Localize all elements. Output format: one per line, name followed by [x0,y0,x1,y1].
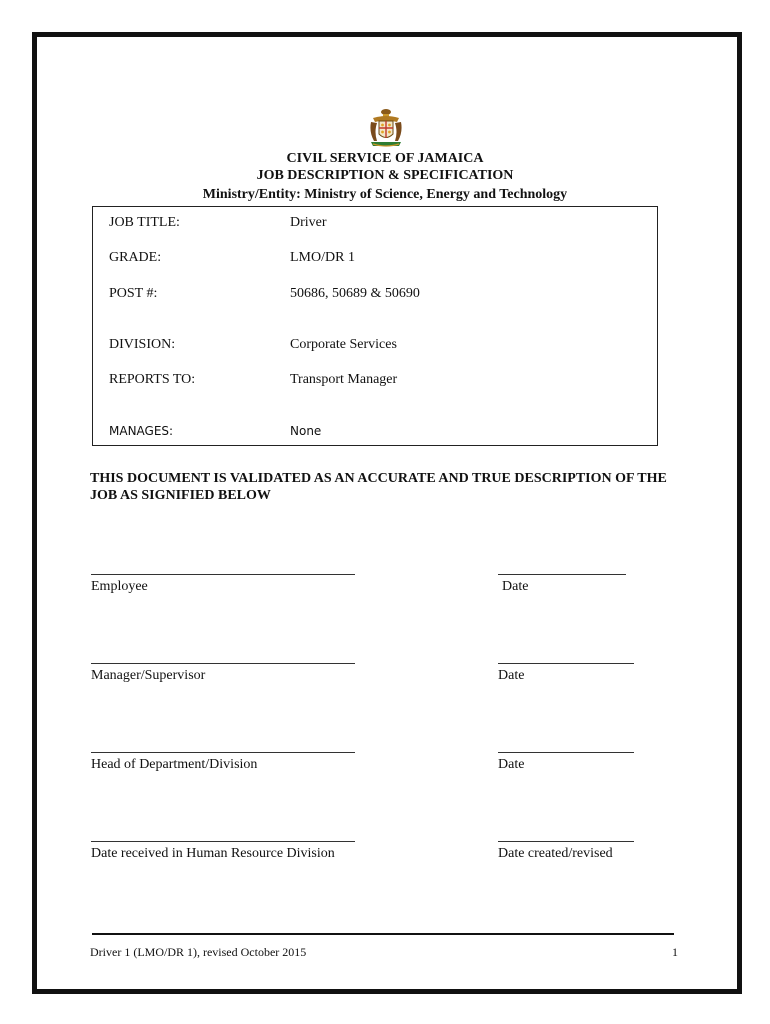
reports-to-value: Transport Manager [290,372,398,387]
page-number: 1 [672,945,678,959]
head-date-line [498,752,634,753]
division-value: Corporate Services [290,337,397,352]
head-date-label: Date [498,757,525,772]
manages-label: MANAGES: [109,424,174,438]
document-title: CIVIL SERVICE OF JAMAICA [286,151,484,166]
validation-statement: THIS DOCUMENT IS VALIDATED AS AN ACCURATE AND TRUE DESCRIPTION OF THE JOB AS SIGNIFIED BELOW [90,471,667,503]
job-title-label: JOB TITLE: [109,215,180,230]
head-signature-line [91,752,355,753]
head-label: Head of Department/Division [91,757,258,772]
employee-label: Employee [91,579,148,594]
job-info-table [92,206,658,446]
manages-value: None [290,424,322,438]
manager-date-line [498,663,634,664]
document-subtitle: JOB DESCRIPTION & SPECIFICATION [256,168,514,183]
post-label: POST #: [109,286,158,301]
jamaica-coat-of-arms-icon [367,108,405,148]
manager-date-label: Date [498,668,525,683]
ministry-line: Ministry/Entity: Ministry of Science, Energy and Technology [202,187,568,202]
employee-date-line [498,574,626,575]
manager-signature-line [91,663,355,664]
division-label: DIVISION: [109,337,176,352]
footer-text: Driver 1 (LMO/DR 1), revised October 2015 [90,945,307,959]
reports-to-label: REPORTS TO: [109,372,196,387]
hr-received-label: Date received in Human Resource Division [91,846,335,861]
job-title-value: Driver [290,215,327,230]
created-revised-label: Date created/revised [498,846,613,861]
created-revised-line [498,841,634,842]
manager-label: Manager/Supervisor [91,668,206,683]
grade-value: LMO/DR 1 [290,250,355,265]
hr-received-line [91,841,355,842]
employee-signature-line [91,574,355,575]
post-value: 50686, 50689 & 50690 [290,286,420,301]
employee-date-label: Date [502,579,529,594]
footer-divider [92,933,674,935]
grade-label: GRADE: [109,250,162,265]
